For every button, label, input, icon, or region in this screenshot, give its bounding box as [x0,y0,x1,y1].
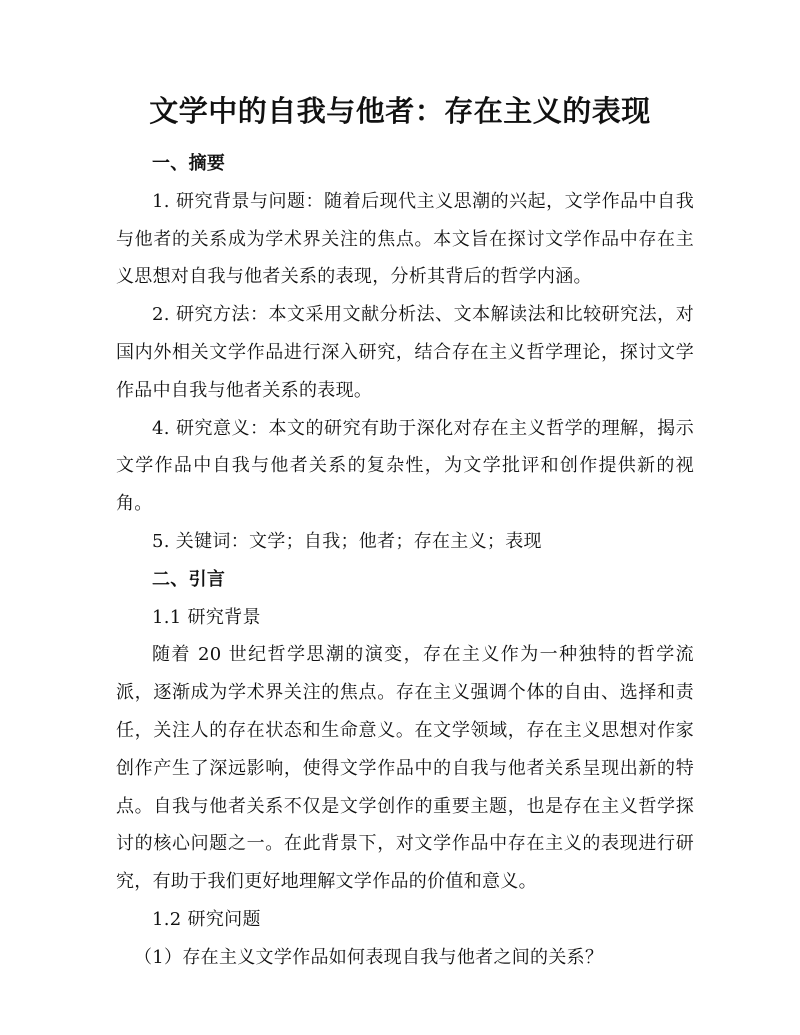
abstract-heading: 一、摘要 [152,153,226,174]
abstract-item-background: 1. 研究背景与问题：随着后现代主义思潮的兴起，文学作品中自我与他者的关系成为学术界关注的焦点。本文旨在探讨文学作品中存在主义思想对自我与他者关系的表现，分析其背后的哲学内涵。 [116,190,694,288]
intro-section-1-heading: 1.1 研究背景 [152,606,261,628]
intro-section-1-body: 随着 20 世纪哲学思潮的演变，存在主义作为一种独特的哲学流派，逐渐成为学术界关注的焦点。存在主义强调个体的自由、选择和责任，关注人的存在状态和生命意义。在文学领域，存在主义思想对作家创作产生了深远影响，使得文学作品中的自我与他者关系呈现出新的特点。自我与他者关系不仅是文学创作的重要主题，也是存在主义哲学探讨的核心问题之一。在此背景下，对文学作品中存在主义的表现进行研究，有助于我们更好地理解文学作品的价值和意义。 [116,644,694,893]
research-question-1: （1）存在主义文学作品如何表现自我与他者之间的关系？ [134,946,604,968]
intro-heading: 二、引言 [152,568,226,590]
abstract-item-keywords: 5. 关键词：文学；自我；他者；存在主义；表现 [152,530,542,552]
abstract-item-significance: 4. 研究意义：本文的研究有助于深化对存在主义哲学的理解，揭示文学作品中自我与他者关系的复杂性，为文学批评和创作提供新的视角。 [116,417,694,515]
document-body [116,145,694,977]
abstract-item-method: 2. 研究方法：本文采用文献分析法、文本解读法和比较研究法，对国内外相关文学作品进行深入研究，结合存在主义哲学理论，探讨文学作品中自我与他者关系的表现。 [116,304,694,401]
document-title: 文学中的自我与他者：存在主义的表现 [149,94,651,128]
intro-section-2-heading: 1.2 研究问题 [152,908,261,930]
